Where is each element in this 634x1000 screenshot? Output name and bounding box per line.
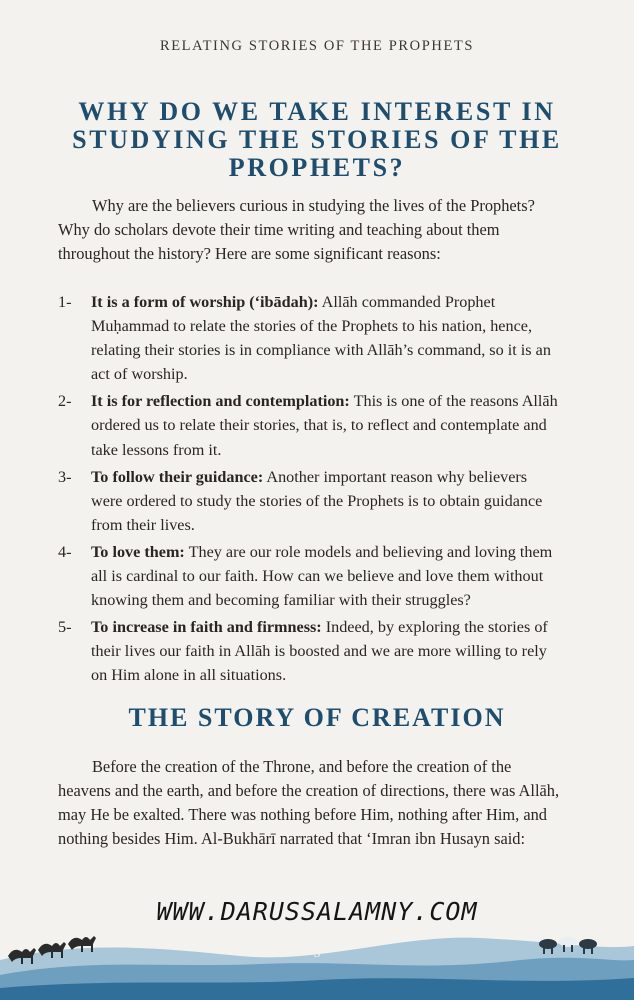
reasons-list	[58, 290, 558, 691]
running-head: RELATING STORIES OF THE PROPHETS	[159, 38, 475, 54]
item-title: To increase in faith and firmness:	[91, 618, 322, 637]
item-text: This is one of the reasons Allāh ordered us to relate their stories, that is, to reflect and contemplate and take lessons from it.	[91, 392, 558, 459]
list-item	[58, 389, 558, 461]
item-number: 1-	[58, 293, 72, 311]
item-number: 5-	[58, 618, 72, 637]
item-title: It is a form of worship (‘ibādah):	[91, 293, 319, 311]
item-title: To follow their guidance:	[91, 467, 264, 486]
item-number: 3-	[58, 467, 72, 486]
list-item	[58, 290, 558, 386]
intro-paragraph: Why are the believers curious in studying the lives of the Prophets? Why do scholars devote their time writing and teaching about them throughout the history? Here are some significant reasons:	[58, 196, 535, 264]
list-item	[58, 540, 558, 612]
list-item	[58, 615, 558, 687]
list-item	[58, 465, 558, 537]
item-number: 4-	[58, 542, 72, 561]
section-heading: WHY DO WE TAKE INTEREST IN STUDYING THE STORIES OF THE PROPHETS?	[72, 97, 562, 182]
item-title: It is for reflection and contemplation:	[91, 392, 350, 411]
page-number: 5	[313, 946, 321, 961]
story-paragraph: Before the creation of the Throne, and before the creation of the heavens and the earth, and before the creation of directions, there was Allāh, may He be exalted. There was nothing before Him, nothing after Him, and nothing besides Him. Al-Bukhārī narrated that ‘Imran ibn Husayn said:	[58, 757, 560, 849]
website-watermark: WWW.DARUSSALAMNY.COM	[156, 897, 478, 926]
item-text: Allāh commanded Prophet Muḥammad to relate the stories of the Prophets to his nation, hence, relating their stories is in compliance with Allāh’s command, so it is an act of worship.	[91, 293, 551, 384]
item-title: To love them:	[91, 542, 185, 561]
item-text: They are our role models and believing and loving them all is cardinal to our faith. How can we believe and love them without knowing them and becoming familiar with their struggles?	[91, 542, 553, 610]
item-text: Another important reason why believers were ordered to study the stories of the Prophets is to obtain guidance from their lives.	[91, 467, 543, 534]
item-number: 2-	[58, 392, 72, 411]
item-text: Indeed, by exploring the stories of their lives our faith in Allāh is boosted and we are more willing to rely on Him alone in all situations.	[91, 618, 548, 685]
story-heading: THE STORY OF CREATION	[128, 703, 506, 732]
